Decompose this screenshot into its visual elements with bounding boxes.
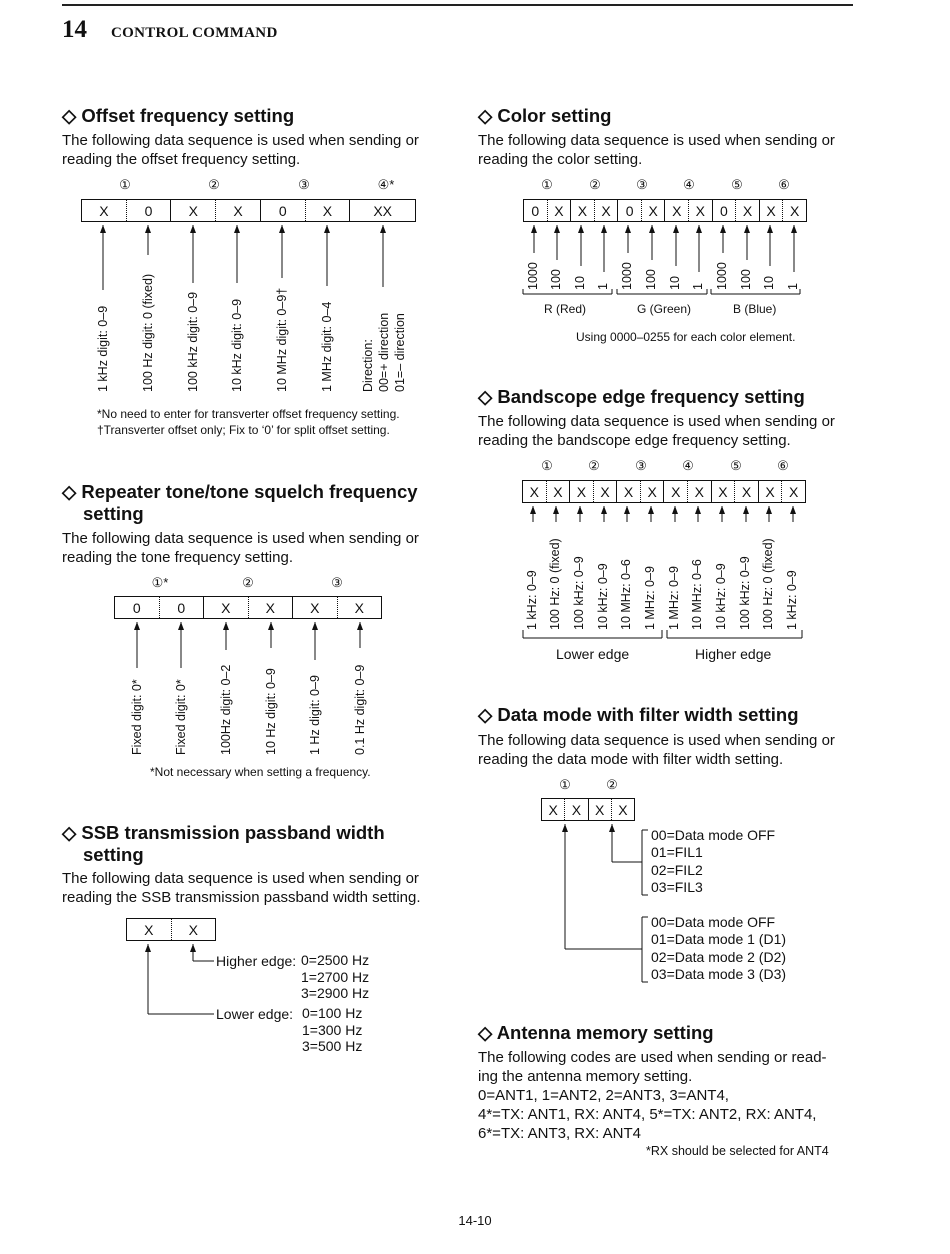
color-arrow-head — [767, 225, 773, 233]
repeater-heading: ◇ Repeater tone/tone squelch frequency setting — [62, 481, 418, 524]
offset-intro: The following data sequence is used when sending or reading the offset frequency setting. — [62, 132, 419, 168]
color-arrow-head — [720, 225, 726, 233]
repeater-circle-1: ①* — [151, 575, 169, 590]
repeater-arrow-head — [178, 622, 184, 630]
bandscope-cell: X — [570, 481, 594, 502]
bandscope-cell: X — [664, 481, 688, 502]
datamode-mode-values: 00=Data mode OFF 01=Data mode 1 (D1) 02=Data mode 2 (D2) 03=Data mode 3 (D3) — [651, 914, 787, 982]
color-digit-label: 1 — [691, 283, 705, 290]
bandscope-digit-label: 100 kHz: 0–9 — [738, 556, 752, 630]
offset-label: 10 kHz digit: 0–9 — [230, 298, 244, 392]
bandscope-arrow-head — [601, 506, 607, 514]
repeater-cell: X — [354, 599, 364, 616]
offset-arrow-head — [234, 225, 240, 233]
offset-label: 100 kHz digit: 0–9 — [186, 291, 200, 392]
repeater-arrow-head — [357, 622, 363, 630]
color-circle: ② — [589, 177, 601, 192]
repeater-cell: 0 — [115, 597, 160, 618]
offset-circle-2: ② — [208, 177, 220, 192]
bandscope-cell: X — [641, 481, 665, 502]
color-digit-label: 1000 — [620, 262, 634, 290]
datamode-filter-arrow-head — [609, 824, 615, 832]
offset-arrow-head — [324, 225, 330, 233]
antenna-note: *RX should be selected for ANT4 — [646, 1144, 829, 1158]
bandscope-intro: The following data sequence is used when sending or reading the bandscope edge frequency setting. — [478, 413, 835, 449]
ssb-higher-label: Higher edge: — [216, 953, 297, 969]
bandscope-group-lower: Lower edge — [556, 646, 630, 662]
datamode-heading: ◇ Data mode with filter width setting — [478, 704, 799, 725]
color-digit-label: 10 — [762, 276, 776, 290]
repeater-circle-2: ② — [242, 575, 254, 590]
bandscope-arrow-head — [577, 506, 583, 514]
bandscope-cell: X — [594, 481, 618, 502]
offset-label: Direction: — [361, 339, 375, 392]
color-cell: 0 — [524, 200, 548, 221]
color-cell: X — [595, 200, 619, 221]
ssb-lower-arrow-head — [145, 944, 151, 952]
offset-data-box — [81, 199, 416, 222]
color-cell: X — [789, 202, 800, 219]
bandscope-arrow-head — [695, 506, 701, 514]
bandscope-arrow-head — [790, 506, 796, 514]
bandscope-digit-label: 100 kHz: 0–9 — [572, 556, 586, 630]
offset-cell: X — [306, 200, 351, 221]
color-cell: X — [571, 200, 595, 221]
color-note: Using 0000–0255 for each color element. — [576, 330, 796, 344]
offset-heading: ◇ Offset frequency setting — [62, 105, 295, 126]
datamode-circle-1: ① — [559, 777, 571, 792]
color-cell: 0 — [618, 200, 642, 221]
color-circle: ① — [541, 177, 553, 192]
datamode-cell: X — [542, 799, 565, 820]
datamode-intro: The following data sequence is used when sending or reading the data mode with filter width setting. — [478, 732, 835, 768]
repeater-note: *Not necessary when setting a frequency. — [150, 765, 371, 779]
color-circle: ④ — [683, 177, 695, 192]
datamode-data-box — [541, 798, 635, 821]
color-arrow-head — [791, 225, 797, 233]
ssb-higher-values: 0=2500 Hz 1=2700 Hz 3=2900 Hz — [301, 952, 370, 1001]
bandscope-digit-label: 1 MHz: 0–9 — [667, 566, 681, 630]
bandscope-group-higher: Higher edge — [695, 646, 772, 662]
color-circle: ⑥ — [778, 177, 790, 192]
offset-cell: X — [216, 200, 261, 221]
antenna-text: The following codes are used when sending or read- ing the antenna memory setting. 0=ANT1, 1=ANT2, 2=ANT3, 3=ANT4, 4*=TX: ANT1, RX: ANT4, 5*=TX: ANT2, RX: ANT4, 6*=TX: ANT3, RX: ANT4 — [478, 1049, 827, 1142]
bandscope-circle: ② — [588, 458, 600, 473]
bandscope-data-box — [522, 480, 806, 503]
color-group-red: R (Red) — [544, 302, 587, 316]
color-digit-label: 1000 — [715, 262, 729, 290]
offset-arrow-head — [100, 225, 106, 233]
color-circle: ⑤ — [731, 177, 743, 192]
bandscope-arrow-head — [719, 506, 725, 514]
repeater-cell: 0 — [160, 597, 205, 618]
offset-notes: *No need to enter for transverter offset frequency setting. †Transverter offset only; Fix to ‘0’ for split offset setting. — [97, 407, 400, 437]
repeater-circle-3: ③ — [331, 575, 343, 590]
color-arrow-head — [744, 225, 750, 233]
offset-arrow-head — [190, 225, 196, 233]
offset-arrow-head — [279, 225, 285, 233]
bandscope-heading: ◇ Bandscope edge frequency setting — [478, 386, 805, 407]
offset-cell: XX — [373, 202, 392, 219]
color-arrow-head — [554, 225, 560, 233]
bandscope-arrow-head — [624, 506, 630, 514]
color-arrow-head — [673, 225, 679, 233]
color-cell: X — [736, 200, 760, 221]
repeater-label: 10 Hz digit: 0–9 — [264, 668, 278, 755]
color-digit-label: 100 — [549, 269, 563, 290]
ssb-intro: The following data sequence is used when sending or reading the SSB transmission passband width setting. — [62, 870, 421, 906]
offset-circle-1: ① — [119, 177, 131, 192]
datamode-filter-values: 00=Data mode OFF 01=FIL1 02=FIL2 03=FIL3 — [651, 827, 776, 895]
offset-cell: 0 — [127, 200, 172, 221]
offset-arrow-head — [380, 225, 386, 233]
repeater-label: Fixed digit: 0* — [174, 679, 188, 755]
color-cell: X — [548, 200, 572, 221]
color-arrow-head — [601, 225, 607, 233]
bandscope-circle: ⑤ — [730, 458, 742, 473]
color-arrow-head — [625, 225, 631, 233]
bandscope-arrow-head — [648, 506, 654, 514]
repeater-label: Fixed digit: 0* — [130, 679, 144, 755]
repeater-label: 0.1 Hz digit: 0–9 — [353, 664, 367, 755]
bandscope-circle: ① — [541, 458, 553, 473]
color-digit-label: 1000 — [526, 262, 540, 290]
color-digit-label: 1 — [596, 283, 610, 290]
color-cell: X — [760, 200, 784, 221]
offset-arrow-head — [145, 225, 151, 233]
bandscope-arrow-head — [553, 506, 559, 514]
bandscope-arrow-head — [672, 506, 678, 514]
bandscope-cell: X — [523, 481, 547, 502]
bandscope-digit-label: 10 kHz: 0–9 — [714, 563, 728, 630]
color-intro: The following data sequence is used when sending or reading the color setting. — [478, 132, 835, 168]
repeater-cell: X — [293, 597, 338, 618]
bandscope-circle: ⑥ — [777, 458, 789, 473]
repeater-arrow-head — [312, 622, 318, 630]
color-digit-label: 1 — [786, 283, 800, 290]
color-circle: ③ — [636, 177, 648, 192]
bandscope-cell: X — [759, 481, 783, 502]
color-arrow-head — [578, 225, 584, 233]
datamode-circle-2: ② — [606, 777, 618, 792]
datamode-mode-arrow-head — [562, 824, 568, 832]
offset-label: 1 kHz digit: 0–9 — [96, 305, 110, 392]
color-digit-label: 100 — [739, 269, 753, 290]
bandscope-cell: X — [688, 481, 712, 502]
chapter-title: CONTROL COMMAND — [111, 25, 278, 41]
ssb-data-box — [126, 918, 216, 941]
ssb-cell: X — [188, 921, 198, 938]
bandscope-arrow-head — [766, 506, 772, 514]
repeater-cell: X — [204, 597, 249, 618]
chapter-number: 14 — [62, 16, 87, 43]
offset-label: 100 Hz digit: 0 (fixed) — [141, 273, 155, 392]
bandscope-arrow-head — [530, 506, 536, 514]
color-cell: X — [665, 200, 689, 221]
datamode-cell: X — [589, 799, 612, 820]
repeater-label: 1 Hz digit: 0–9 — [308, 675, 322, 755]
ssb-heading: ◇ SSB transmission passband width setting — [62, 822, 385, 865]
antenna-heading: ◇ Antenna memory setting — [478, 1022, 714, 1043]
repeater-data-box — [114, 596, 382, 619]
repeater-arrow-head — [223, 622, 229, 630]
color-group-green: G (Green) — [637, 302, 692, 316]
ssb-cell: X — [127, 919, 172, 940]
bandscope-circle: ④ — [682, 458, 694, 473]
color-data-box — [523, 199, 807, 222]
bandscope-digit-label: 1 MHz: 0–9 — [643, 566, 657, 630]
color-heading: ◇ Color setting — [478, 105, 612, 126]
bandscope-circle: ③ — [635, 458, 647, 473]
color-digit-label: 10 — [573, 276, 587, 290]
ssb-lower-label: Lower edge: — [216, 1006, 294, 1022]
color-arrow-head — [649, 225, 655, 233]
bandscope-arrow-head — [743, 506, 749, 514]
repeater-intro: The following data sequence is used when sending or reading the tone frequency setting. — [62, 530, 419, 566]
bandscope-cell: X — [617, 481, 641, 502]
bandscope-digit-label: 100 Hz: 0 (fixed) — [548, 538, 562, 630]
color-arrow-head — [531, 225, 537, 233]
bandscope-cell: X — [547, 481, 571, 502]
ssb-lower-values: 0=100 Hz 1=300 Hz 3=500 Hz — [302, 1005, 363, 1054]
color-group-blue: B (Blue) — [733, 302, 777, 316]
bandscope-digit-label: 1 kHz: 0–9 — [785, 570, 799, 630]
bandscope-cell: X — [735, 481, 759, 502]
repeater-arrow-head — [134, 622, 140, 630]
bandscope-digit-label: 10 kHz: 0–9 — [596, 563, 610, 630]
datamode-cell: X — [618, 801, 628, 818]
page-number: 14-10 — [458, 1213, 492, 1228]
bandscope-digit-label: 1 kHz: 0–9 — [525, 570, 539, 630]
repeater-arrow-head — [268, 622, 274, 630]
bandscope-digit-label: 10 MHz: 0–6 — [619, 559, 633, 630]
offset-label: 10 MHz digit: 0–9† — [275, 287, 289, 392]
offset-circle-3: ③ — [298, 177, 310, 192]
color-cell: 0 — [713, 200, 737, 221]
offset-cell: X — [82, 200, 127, 221]
offset-cell: 0 — [261, 200, 306, 221]
offset-label: 01=– direction — [393, 313, 407, 392]
bandscope-digit-label: 10 MHz: 0–6 — [690, 559, 704, 630]
repeater-label: 100Hz digit: 0–2 — [219, 664, 233, 755]
offset-cell: X — [171, 200, 216, 221]
color-cell: X — [689, 200, 713, 221]
repeater-cell: X — [249, 597, 294, 618]
offset-label: 00=+ direction — [377, 312, 391, 392]
offset-label: 1 MHz digit: 0–4 — [320, 301, 334, 392]
color-cell: X — [642, 200, 666, 221]
ssb-higher-arrow-head — [190, 944, 196, 952]
offset-circle-4: ④* — [377, 177, 395, 192]
color-digit-label: 100 — [644, 269, 658, 290]
bandscope-cell: X — [788, 483, 799, 500]
color-arrow-head — [696, 225, 702, 233]
datamode-cell: X — [565, 799, 588, 820]
color-digit-label: 10 — [668, 276, 682, 290]
bandscope-cell: X — [712, 481, 736, 502]
bandscope-digit-label: 100 Hz: 0 (fixed) — [761, 538, 775, 630]
